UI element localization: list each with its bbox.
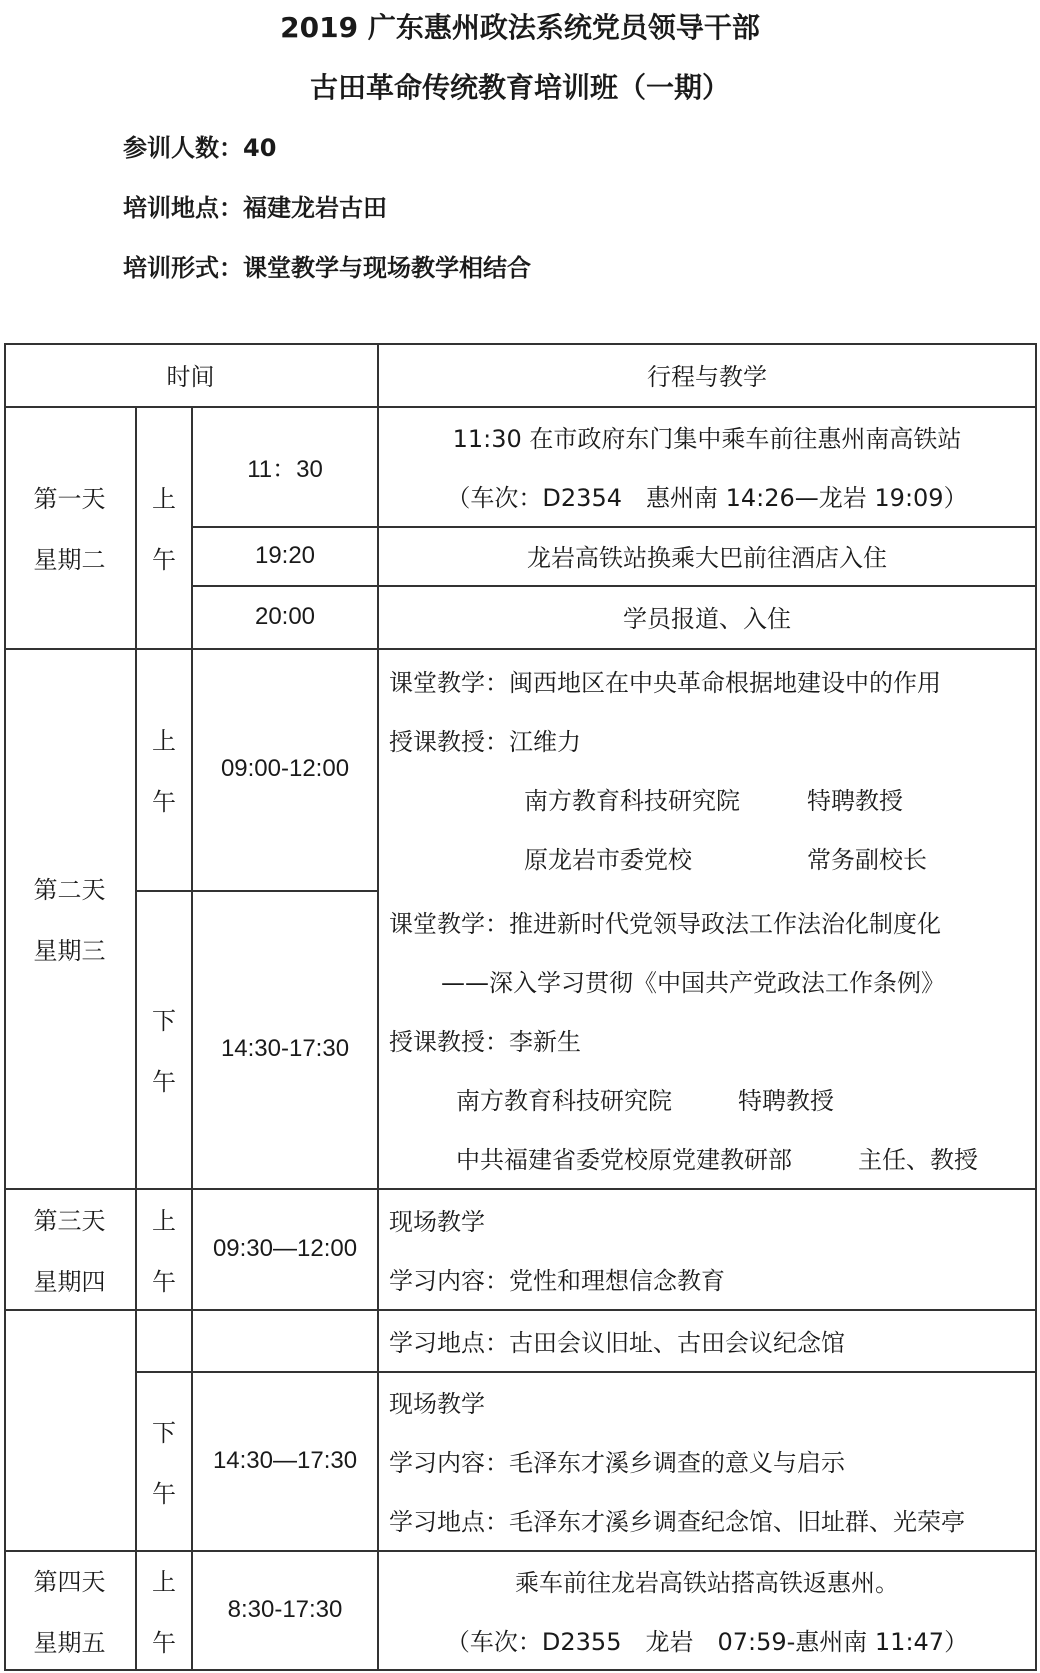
day2-label: 第二天 星期三: [33, 876, 106, 965]
day1-item-3: 学员报道、入住: [623, 605, 791, 633]
training-location: 培训地点：福建龙岩古田: [123, 194, 387, 222]
day2-am-time: 09:00-12:00: [220, 755, 350, 782]
day1-item-2: 龙岩高铁站换乘大巴前往酒店入住: [527, 544, 887, 572]
day3-am-period: 上 午: [152, 1206, 176, 1296]
day2-am-period: 上 午: [152, 727, 176, 816]
day2-pm-content: 课堂教学：推进新时代党领导政法工作法治化制度化 ——深入学习贯彻《中国共产党政法工作条例》 授课教授：李新生 南方教育科技研究院 特聘教授 中共福建省委党校原党建教研部 主任、教授: [389, 909, 978, 1174]
table-line: [1035, 343, 1037, 1671]
day4-period: 上 午: [152, 1567, 176, 1657]
training-format: 培训形式：课堂教学与现场教学相结合: [123, 254, 531, 282]
day1-time-2: 19:20: [254, 541, 316, 569]
header-schedule: 行程与教学: [647, 363, 767, 391]
title-line-1: 2019 广东惠州政法系统党员领导干部: [280, 11, 760, 44]
day3-pm-period: 下 午: [152, 1418, 176, 1508]
day4-time: 8:30-17:30: [227, 1595, 343, 1623]
day1-label: 第一天 星期二: [33, 485, 106, 574]
header-time: 时间: [166, 363, 215, 391]
day1-time-3: 20:00: [254, 602, 316, 630]
title-line-2: 古田革命传统教育培训班（一期）: [309, 71, 730, 104]
day3-label: 第三天 星期四: [33, 1206, 106, 1296]
day4-label: 第四天 星期五: [33, 1567, 106, 1657]
day4-content: 乘车前往龙岩高铁站搭高铁返惠州。 （车次：D2355 龙岩 07:59-惠州南 11:47）: [445, 1568, 969, 1656]
day3-pm-time: 14:30—17:30: [212, 1446, 358, 1474]
day3-pm-content: 现场教学 学习内容：毛泽东才溪乡调查的意义与启示 学习地点：毛泽东才溪乡调查纪念馆、旧址群、光荣亭: [389, 1390, 965, 1536]
day3-am-location: 学习地点：古田会议旧址、古田会议纪念馆: [389, 1328, 845, 1357]
participants-count: 参训人数：40: [123, 134, 277, 162]
day2-pm-time: 14:30-17:30: [220, 1035, 350, 1062]
day1-period: 上 午: [152, 485, 176, 574]
day3-am-content: 现场教学 学习内容：党性和理想信念教育: [389, 1207, 725, 1295]
day2-am-content: 课堂教学：闽西地区在中央革命根据地建设中的作用 授课教授：江维力 南方教育科技研究院 特聘教授 原龙岩市委党校 常务副校长: [389, 669, 941, 874]
table-line: [4, 1669, 1037, 1671]
day1-time-1: 11：30: [247, 455, 323, 483]
day1-item-1: 11:30 在市政府东门集中乘车前往惠州南高铁站 （车次：D2354 惠州南 14:26—龙岩 19:09）: [446, 425, 968, 512]
day2-pm-period: 下 午: [152, 1007, 176, 1096]
day3-am-time: 09:30—12:00: [212, 1234, 358, 1262]
